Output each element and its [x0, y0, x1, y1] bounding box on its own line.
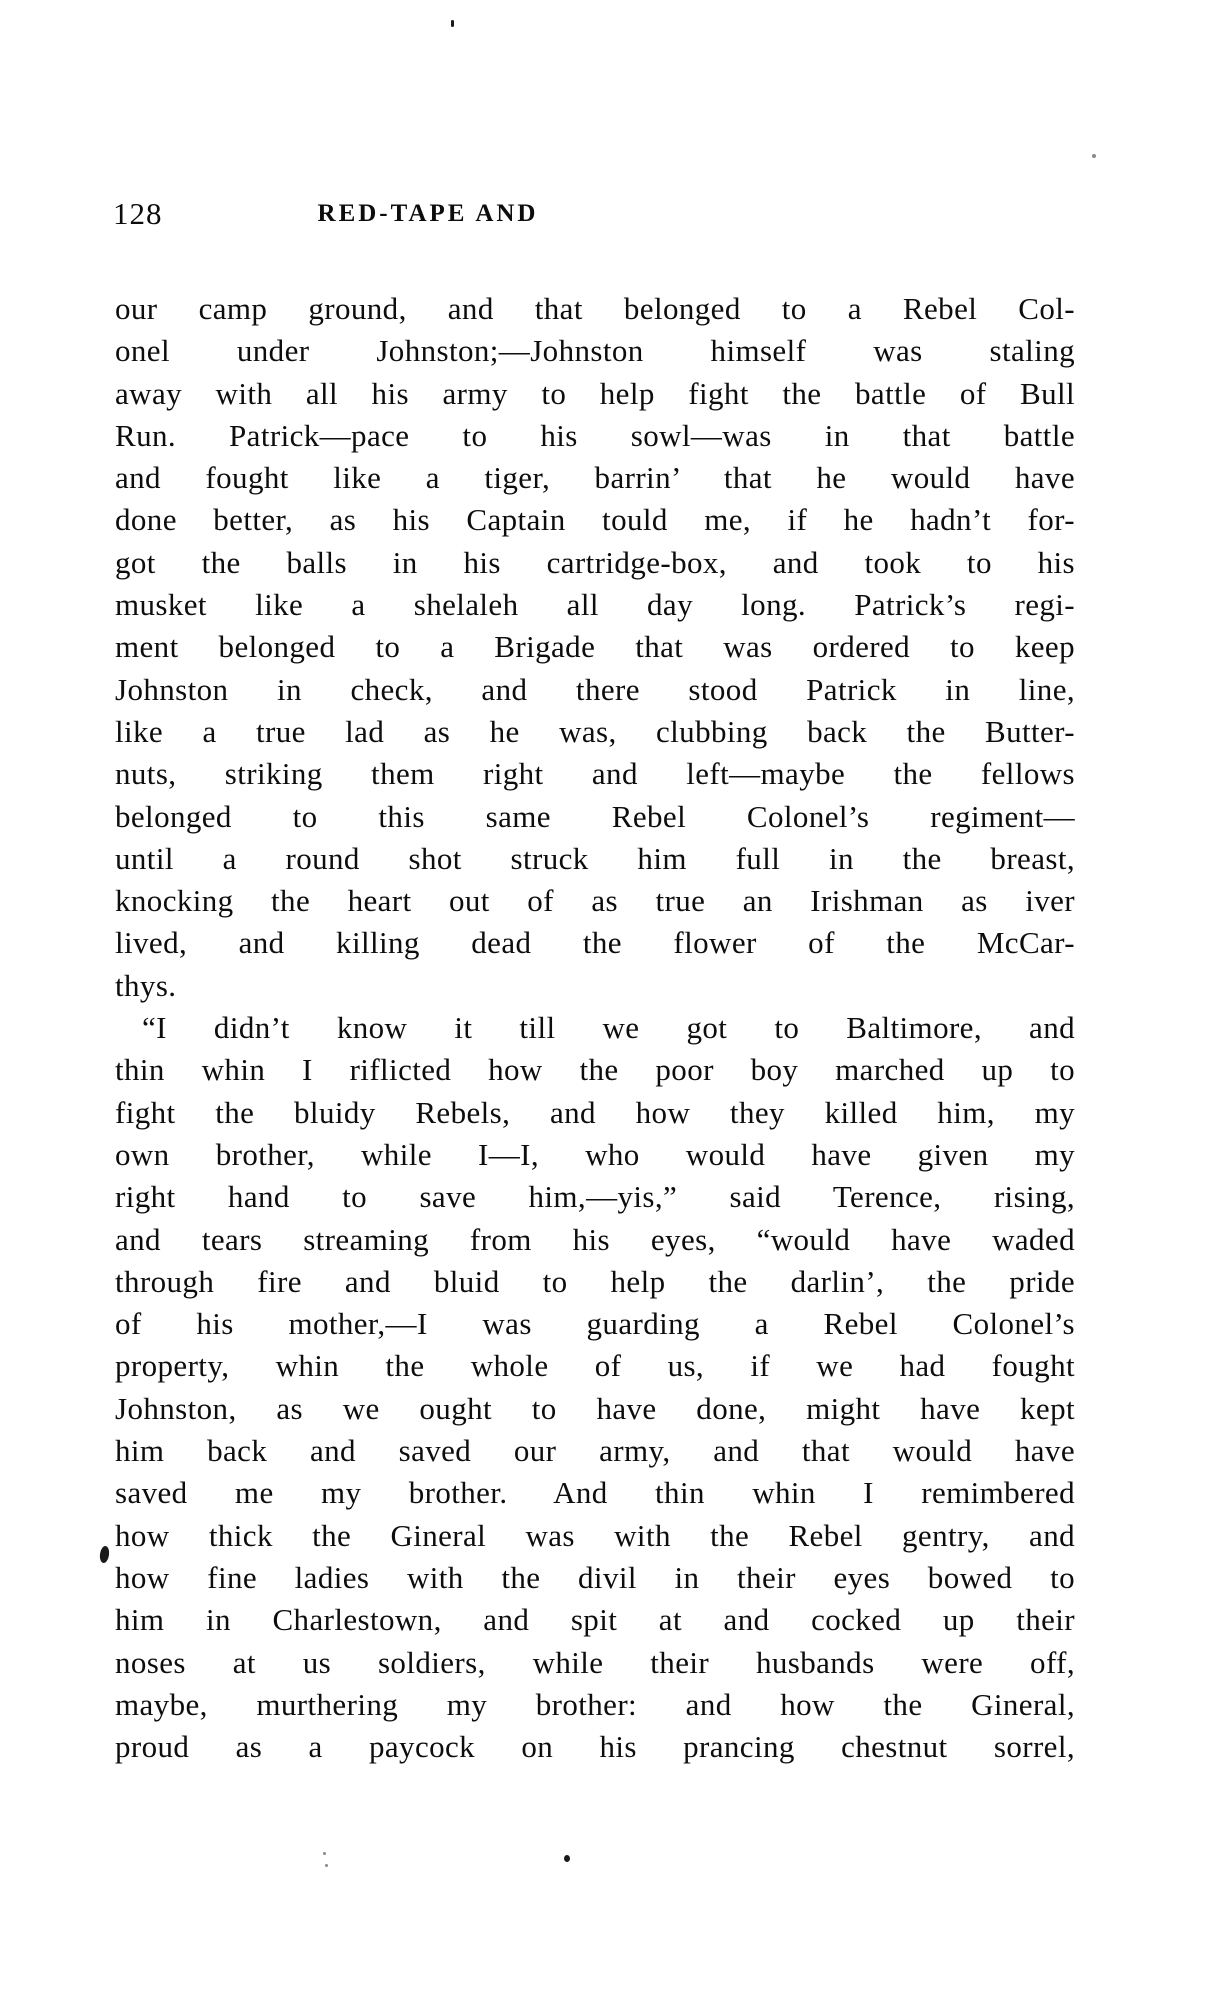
text-line: noses at us soldiers, while their husbands were off, [115, 1644, 1075, 1680]
ink-speck-top [451, 20, 454, 27]
text-line: proud as a paycock on his prancing chestnut sorrel, [115, 1729, 1075, 1765]
ink-speck-bottom-colon-top [323, 1852, 326, 1855]
ink-speck-bottom-colon-bottom [325, 1864, 328, 1867]
text-line: “I didn’t know it till we got to Baltimore, and [142, 1010, 1075, 1046]
text-line: Johnston in check, and there stood Patrick in line, [115, 671, 1075, 707]
text-line: property, whin the whole of us, if we had fought [115, 1348, 1075, 1384]
text-line: ment belonged to a Brigade that was ordered to keep [115, 629, 1075, 665]
text-line: saved me my brother. And thin whin I remimbered [115, 1475, 1075, 1511]
text-line: away with all his army to help fight the battle of Bull [115, 375, 1075, 411]
text-line: Run. Patrick—pace to his sowl—was in that battle [115, 417, 1075, 453]
text-line: thys. [115, 967, 177, 1003]
text-line: how thick the Gineral was with the Rebel gentry, and [115, 1517, 1075, 1553]
text-line: and fought like a tiger, barrin’ that he would have [115, 460, 1075, 496]
text-line: thin whin I riflicted how the poor boy marched up to [115, 1052, 1075, 1088]
text-line: musket like a shelaleh all day long. Patrick’s regi- [115, 587, 1075, 623]
text-line: our camp ground, and that belonged to a Rebel Col- [115, 291, 1075, 326]
text-line: like a true lad as he was, clubbing back the Butter- [115, 713, 1075, 749]
text-line: until a round shot struck him full in the breast, [115, 840, 1075, 876]
text-line: own brother, while I—I, who would have given my [115, 1136, 1075, 1172]
text-line: right hand to save him,—yis,” said Terence, rising, [115, 1179, 1075, 1215]
text-line: maybe, murthering my brother: and how the Gineral, [115, 1686, 1075, 1722]
text-line: nuts, striking them right and left—maybe the fellows [115, 756, 1075, 792]
running-header: RED-TAPE AND [317, 200, 539, 227]
text-line: through fire and bluid to help the darlin’, the pride [115, 1263, 1075, 1299]
text-line: done better, as his Captain tould me, if he hadn’t for- [115, 502, 1075, 538]
body-text [115, 288, 1075, 1768]
text-line: and tears streaming from his eyes, “would have waded [115, 1221, 1075, 1257]
text-line: knocking the heart out of as true an Irishman as iver [115, 883, 1075, 919]
text-line: fight the bluidy Rebels, and how they killed him, my [115, 1094, 1075, 1130]
text-line: him back and saved our army, and that would have [115, 1433, 1075, 1469]
text-line: belonged to this same Rebel Colonel’s regiment— [115, 798, 1075, 834]
text-line: him in Charlestown, and spit at and cocked up their [115, 1602, 1075, 1638]
text-line: got the balls in his cartridge-box, and took to his [115, 544, 1075, 580]
text-line: lived, and killing dead the flower of the McCar- [115, 925, 1075, 961]
ink-blot-left-margin [99, 1545, 110, 1563]
text-line: of his mother,—I was guarding a Rebel Colonel’s [115, 1306, 1075, 1342]
text-line: how fine ladies with the divil in their eyes bowed to [115, 1559, 1075, 1595]
page-number: 128 [113, 196, 163, 231]
ink-speck-bottom-center [564, 1855, 570, 1862]
ink-speck-header-right [1092, 154, 1096, 158]
text-line: Johnston, as we ought to have done, might have kept [115, 1390, 1075, 1426]
text-line: onel under Johnston;—Johnston himself was staling [115, 333, 1075, 369]
